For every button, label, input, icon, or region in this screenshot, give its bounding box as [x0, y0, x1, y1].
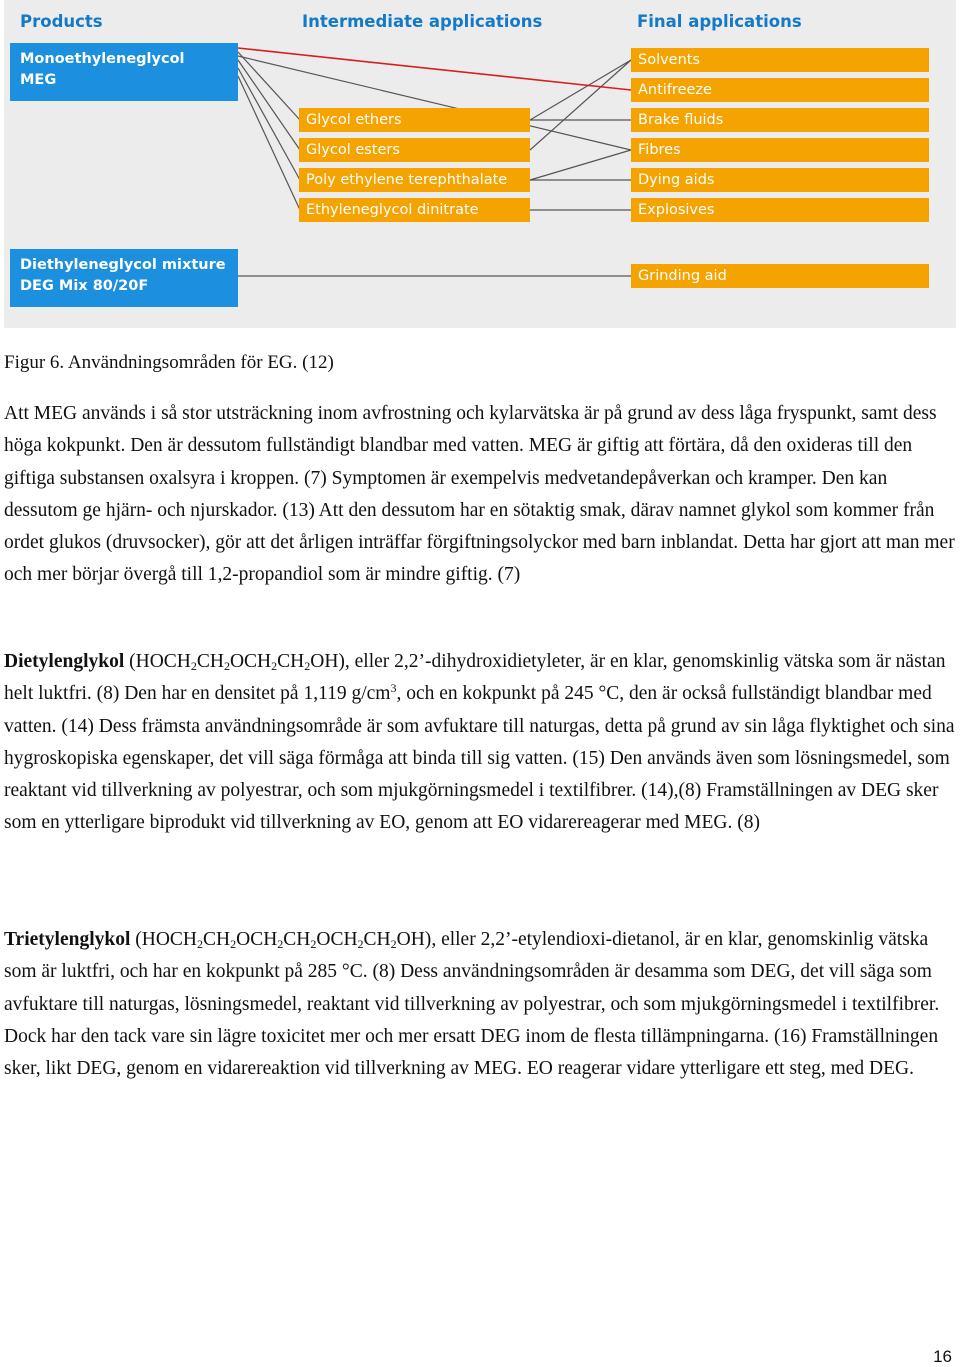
product-deg: [10, 249, 238, 307]
final-dying-aids: Dying aids: [631, 168, 929, 192]
product-meg: [10, 43, 238, 101]
link-meg-fibres: [238, 56, 631, 150]
applications-diagram: [4, 0, 956, 328]
link-esters-solvents: [530, 60, 631, 150]
page-number: 16: [933, 1347, 952, 1366]
paragraph-teg: Trietylenglykol $(HOCH_2CH_2OCH_2CH_2OCH_2CH_2OH)$, eller 2,2’-etylendioxi-dietanol, är en klar, genomskinlig vätska som är luktfri, och har en kokpunkt på 285 °C. (8) Dess användningsområden är desamma som DEG, det vill säga som avfuktare till naturgas, lösningsmedel, reaktant vid tillverkning av polyestrar, och som mjukgörningsmedel i textilfibrer. Dock har den tack vare sin lägre toxicitet mer och mer ersatt DEG inom de flesta tillämpningarna. (16) Framställningen sker, likt DEG, genom en vidarereaktion vid tillverkning av MEG. EO reagerar vidare ytterligare ett steg, med DEG.: [4, 929, 940, 1080]
final-antifreeze: Antifreeze: [631, 78, 929, 102]
link-ethers-solvents: [530, 60, 631, 120]
intermediate-glycol-ethers: Glycol ethers: [299, 108, 530, 132]
header-products: Products: [20, 12, 103, 31]
product-deg-abbr: DEG Mix 80/20F: [20, 278, 149, 294]
formula-teg: $(HOCH_2CH_2OCH_2CH_2OCH_2CH_2OH)$: [135, 929, 432, 951]
final-brake-fluids: Brake fluids: [631, 108, 929, 132]
header-intermediate: Intermediate applications: [302, 12, 543, 31]
final-explosives: Explosives: [631, 198, 929, 222]
intermediate-pet: Poly ethylene terephthalate: [299, 168, 530, 192]
intermediate-glycol-esters: Glycol esters: [299, 138, 530, 162]
final-fibres: Fibres: [631, 138, 929, 162]
formula-deg: $(HOCH_2CH_2OCH_2CH_2OH)$: [129, 651, 345, 673]
header-final: Final applications: [637, 12, 802, 31]
final-solvents: Solvents: [631, 48, 929, 72]
paragraph-deg: Dietylenglykol $(HOCH_2CH_2OCH_2CH_2OH)$, eller 2,2’-dihydroxidietyleter, är en klar, genomskinlig vätska som är nästan helt luktfri. (8) Den har en densitet på 1,119 $g/cm^3$, och en kokpunkt på 245 °C, den är också fullständigt blandbar med vatten. (14) Dess främsta användningsområde är som avfuktare till naturgas, detta på grund av sin låga flyktighet och sina hygroskopiska egenskaper, det vill säga förmåga att binda till sig vatten. (15) Den används även som lösningsmedel, som reaktant vid tillverkning av polyestrar, och som mjukgörningsmedel i textilfibrer. (14),(8) Framställningen av DEG sker som en ytterligare biprodukt vid tillverkning av EO, genom att EO vidarereagerar med MEG. (8): [4, 651, 955, 834]
link-pet-fibres: [530, 150, 631, 180]
product-meg-abbr: MEG: [20, 72, 57, 88]
term-deg: Dietylenglykol: [4, 651, 125, 672]
link-meg-antifreeze: [238, 48, 631, 90]
product-meg-name: Monoethyleneglycol: [20, 51, 185, 67]
link-meg-glycol-esters: [238, 60, 300, 150]
paragraph-meg: Att MEG används i så stor utsträckning inom avfrostning och kylarvätska är på grund av dess låga fryspunkt, samt dess höga kokpunkt. Den är dessutom fullständigt blandbar med vatten. MEG är giftig att förtära, då den oxideras till den giftiga substansen oxalsyra i kroppen. (7) Symptomen är exempelvis medvetandepåverkan och kramper. Den kan dessutom ge hjärn- och njurskador. (13) Att den dessutom har en sötaktig smak, därav namnet glykol som kommer från ordet glukos (druvsocker), gör att det årligen inträffar förgiftningsolyckor med barn inblandat. Detta har gjort att man mer och mer börjar övergå till 1,2-propandiol som är mindre giftig. (7): [4, 403, 955, 586]
link-meg-egdn: [238, 76, 300, 210]
intermediate-egdn: Ethyleneglycol dinitrate: [299, 198, 530, 222]
product-deg-name: Diethyleneglycol mixture: [20, 257, 226, 273]
final-grinding-aid: Grinding aid: [631, 264, 929, 288]
link-meg-pet: [238, 68, 300, 180]
term-teg: Trietylenglykol: [4, 929, 131, 950]
figure-caption: Figur 6. Användningsområden för EG. (12): [4, 352, 334, 373]
